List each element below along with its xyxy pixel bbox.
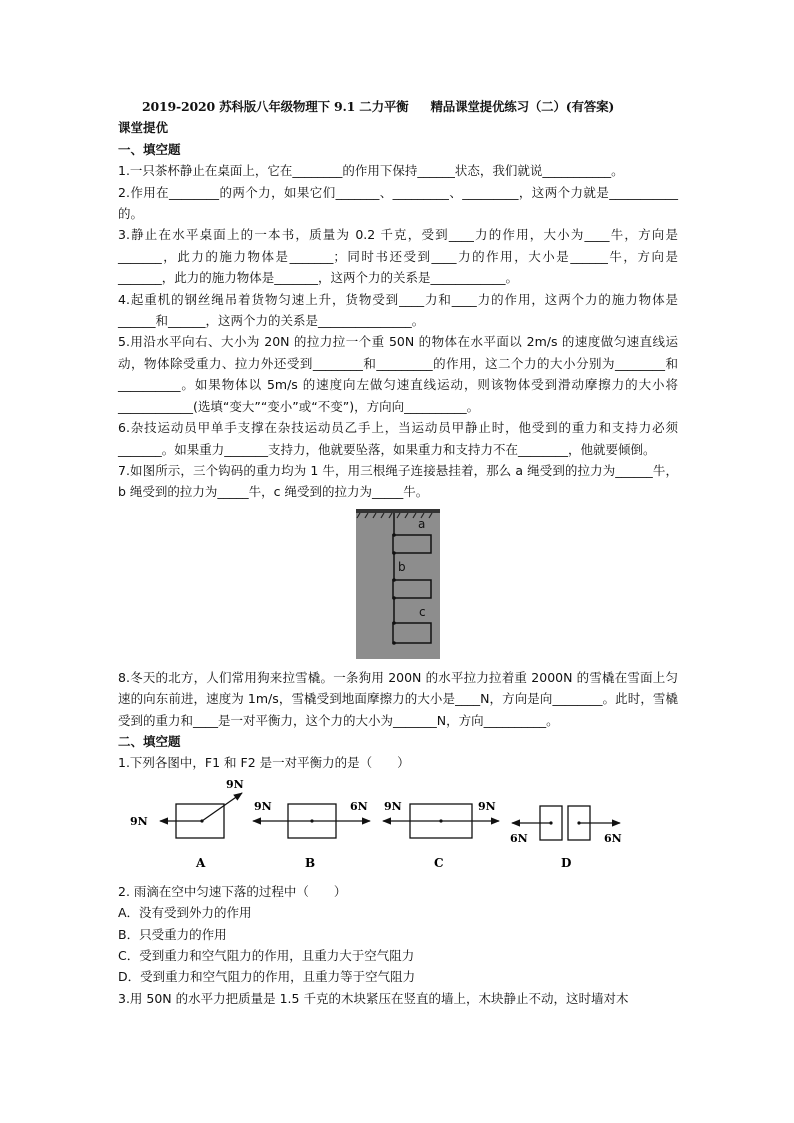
b-left-force: 9N (254, 799, 272, 813)
label-a: a (418, 516, 426, 531)
s2-question-2: 2. 雨滴在空中匀速下落的过程中（ ） (118, 883, 347, 899)
s1-question-2: 2.作用在________的两个力，如果它们_______、_________、_________，这两个力就是___________的。 (118, 184, 678, 222)
section1-heading: 一、填空题 (118, 141, 181, 157)
s2-q2-option-a: A．没有受到外力的作用 (118, 905, 252, 921)
c-left-force: 9N (384, 799, 402, 813)
force-pairs-figure (130, 780, 630, 875)
c-right-force: 9N (478, 799, 496, 813)
s2-q2-option-c: C．受到重力和空气阻力的作用，且重力大于空气阻力 (118, 947, 415, 963)
subtitle: 课堂提优 (118, 120, 169, 136)
c-label: C (434, 855, 444, 870)
s1-question-5: 5.用沿水平向右、大小为 20N 的拉力拉一个重 50N 的物体在水平面以 2m/s 的速度做匀速直线运动，物体除受重力、拉力外还受到________和_________的作用，这二个力的大小分别为________和__________。如果物体以 5m/s 的速度向左做匀速直线运动，则该物体受到滑动摩擦力的大小将 ____________(选填“变大”“变小”或“不变”)，方向向__________。 (118, 334, 678, 414)
a-label: A (196, 855, 206, 870)
b-right-force: 6N (350, 799, 368, 813)
d-left-force: 6N (510, 831, 528, 845)
d-label: D (561, 855, 572, 870)
hanging-weights-figure (356, 509, 440, 659)
label-b: b (398, 559, 406, 574)
title-tail: 精品课堂提优练习（二）(有答案) (430, 99, 615, 114)
s1-question-4: 4.起重机的钢丝绳吊着货物匀速上升，货物受到____力和____力的作用，这两个力的施力物体是______和______，这两个力的关系是_______________。 (118, 291, 678, 329)
worksheet-page (118, 96, 678, 1009)
a-left-force: 9N (130, 814, 148, 828)
s1-question-8: 8.冬天的北方，人们常用狗来拉雪橇。一条狗用 200N 的水平拉力拉着重 2000N 的雪橇在雪面上匀速的向东前进，速度为 1m/s，雪橇受到地面摩擦力的大小是____N，方向是向________。此时，雪橇受到的重力和____是一对平衡力，这个力的大小为_______N，方向__________。 (118, 669, 678, 728)
s1-question-3: 3.静止在水平桌面上的一本书，质量为 0.2 千克，受到____力的作用，大小为____牛，方向是_______，此力的施力物体是_______；同时书还受到____力的作用，大小是______牛，方向是_______，此力的施力物体是_______，这两个力的关系是____________。 (118, 227, 678, 286)
label-c: c (419, 604, 426, 619)
option-c-diagram (383, 800, 499, 870)
option-d-diagram (510, 806, 622, 870)
s2-question-3: 3.用 50N 的水平力把质量是 1.5 千克的木块紧压在竖直的墙上，木块静止不动，这时墙对木 (118, 990, 629, 1006)
section2-heading: 二、填空题 (118, 733, 181, 749)
s1-question-6: 6.杂技运动员甲单手支撑在杂技运动员乙手上，当运动员甲静止时，他受到的重力和支持力必须_______。如果重力_______支持力，他就要坠落，如果重力和支持力不在________，他就要倾倒。 (118, 420, 678, 457)
worksheet-title (118, 96, 678, 117)
s1-question-1: 1.一只茶杯静止在桌面上，它在________的作用下保持______状态，我们就说___________。 (118, 163, 624, 179)
b-label: B (305, 855, 316, 870)
s1-question-7: 7.如图所示，三个钩码的重力均为 1 牛，用三根绳子连接悬挂着，那么 a 绳受到的拉力为______牛，b 绳受到的拉力为_____牛，c 绳受到的拉力为_____牛。 (118, 462, 678, 500)
a-right-force: 9N (226, 779, 244, 791)
s2-q2-option-d: D．受到重力和空气阻力的作用，且重力等于空气阻力 (118, 969, 416, 985)
option-a-diagram (130, 780, 244, 870)
title-main: 2019-2020 苏科版八年级物理下 9.1 二力平衡 (142, 99, 409, 114)
s2-question-1: 1.下列各图中，F1 和 F2 是一对平衡力的是（ ） (118, 755, 410, 771)
option-b-diagram (253, 800, 370, 870)
s2-q2-option-b: B．只受重力的作用 (118, 926, 227, 942)
d-right-force: 6N (604, 831, 622, 845)
